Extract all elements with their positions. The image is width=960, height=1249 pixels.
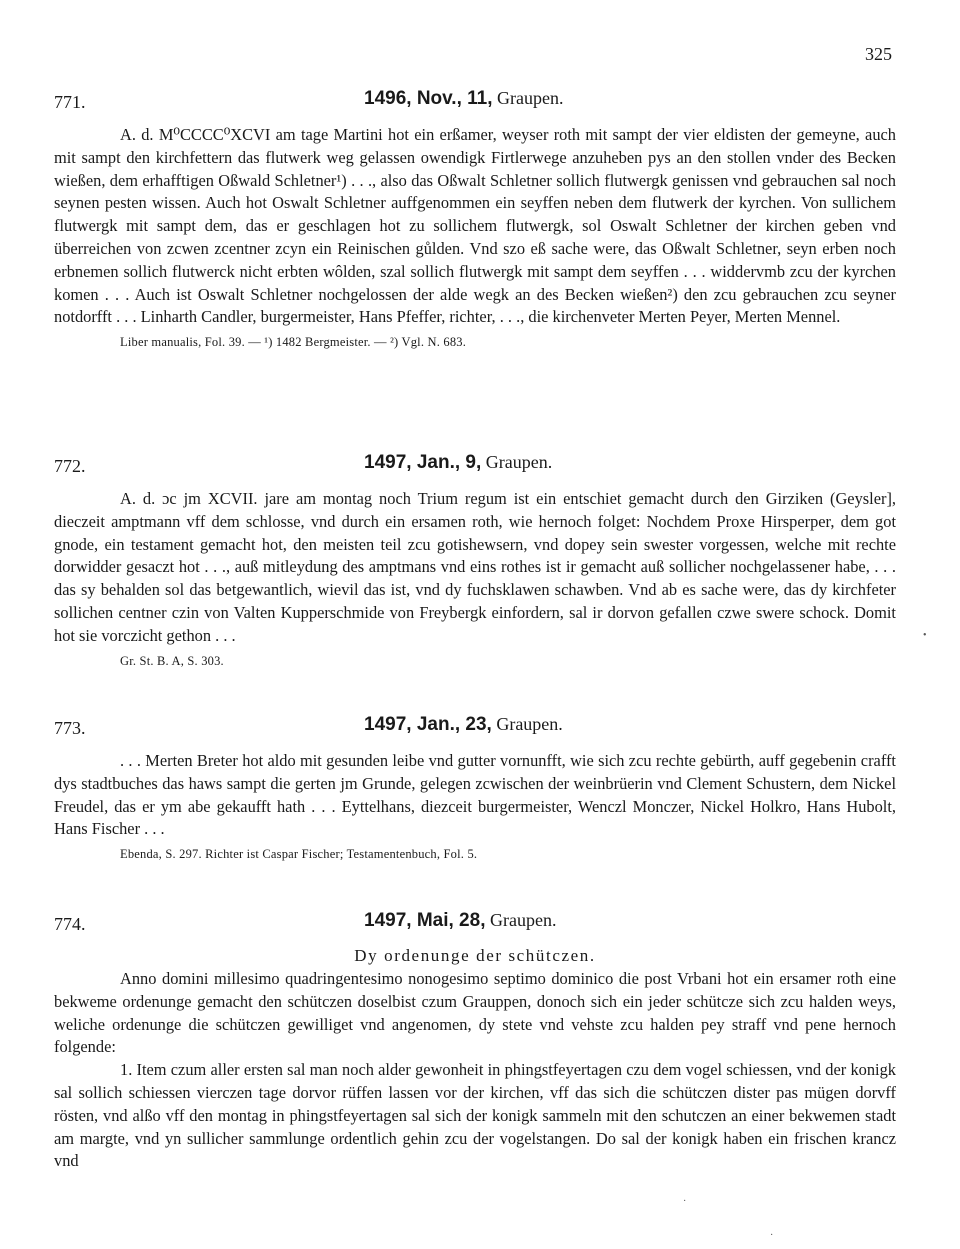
entry-title — [364, 88, 564, 110]
source-note: Liber manualis, Fol. 39. — ¹) 1482 Bergmeister. — ²) Vgl. N. 683. — [120, 335, 467, 350]
entry-date: 1497, Mai, 28, — [364, 910, 486, 931]
entry-number: 773. — [54, 718, 86, 738]
entry-number: 774. — [54, 914, 86, 934]
entry-paragraph: . . . Merten Breter hot aldo mit gesunden leibe vnd gutter vornunfft, wie sich zcu rechte gebürth, auff gegebenin crafft dys stadtbuches das haws sampt die gerten jm Grunde, gelegen zcwischen der weinbrüerin vnd Clement Schustern, dem Nickel Freudel, das er ym abe gekaufft hath . . . Eyttelhans, diezceit burgermeister, Wenczl Monczer, Nickel Holkro, Hans Hubolt, Hans Fischer . . . — [54, 751, 896, 839]
entry-title — [364, 714, 563, 736]
source-note: Ebenda, S. 297. Richter ist Caspar Fischer; Testamentenbuch, Fol. 5. — [120, 847, 478, 862]
source-note: Gr. St. B. A, S. 303. — [120, 653, 224, 668]
entry-title — [364, 452, 552, 474]
entry-paragraph: A. d. M⁰CCCC⁰XCVI am tage Martini hot ein erßamer, weyser roth mit sampt der vier eldisten der gemeyne, auch mit sampt den kirchfettern das flutwerk weg gelassen owendigk Firtlerwege anzuheben pys an den stollen vnder des Becken wießen, dem erhafftigen Oßwald Schletner¹) . . ., also das Oßwalt Schletner sollich flutwergk genissen vnd gebrauchen sal noch seynen pesten wissen. Auch hot Oswalt Schletner auffgenommen ein seyffen neben dem flutwerk der kyrchen. Von sullichem flutwergk mit sampt dem, das er geschlagen hot zu sollichem flutwergk, sol Oswalt Schletner der kirchen geben vnd überreichen von zcwen zcentner zcyn ein Reinischen gůlden. Vnd szo eß sache were, das Oßwalt Schletner, seyn erben noch erbnemen sollich flutwerck nicht erbten wôlden, szal sollich flutwergk mit sampt dem seyffen . . . widdervmb zcu der kyrchen komen . . . Auch ist Oswalt Schletner nochgelossen der alde wegk an des Becken wießen²) den zcu gebrauchen zcu seyner notdorfft . . . Linharth Candler, burgermeister, Hans Pfeffer, richter, . . ., die kirchenveter Merten Peyer, Merten Mennel. — [54, 125, 896, 327]
entry-place: Graupen. — [497, 88, 564, 108]
entry-header — [54, 88, 896, 124]
print-speck: · — [683, 1196, 687, 1207]
entry-header — [54, 910, 896, 946]
entry-place: Graupen. — [489, 910, 557, 930]
entry-paragraph: 1. Item czum aller ersten sal man noch alder gewonheit in phingstfeyertagen czu dem vogel schiessen, vnd der konigk sal sollich schiessen vierczen tage dorvor rüffen lassen vor der kirchen, vff das sich die schütczen dister pas mügen dorvff rösten, vnd alßo vff den montag in phingstfeyertagen sal sich der konigk sammeln mit den schutczen an einer bekwemen stadt am margte, vnd yn sullicher sammlunge ordentlich gehin zcu der vogelstangen. Do sal der konigk haben ein frischen krancz vnd — [54, 1060, 896, 1171]
entry-774 — [54, 910, 896, 1173]
entry-header — [54, 452, 896, 488]
entry-title — [364, 910, 556, 932]
entry-place: Graupen. — [496, 714, 563, 734]
entry-date: 1497, Jan., 23, — [364, 714, 492, 735]
entry-date: 1497, Jan., 9, — [364, 452, 482, 473]
entry-773 — [54, 714, 896, 862]
entry-number: 772. — [54, 456, 86, 476]
entry-paragraph: A. d. ɔc jm XCVII. jare am montag noch Trium regum ist ein entschiet gemacht durch den Girziken (Geysler], dieczeit amptmann vff dem schlosse, vnd durch ein ersamen roth, wie hernoch folget: Nochdem Proxe Hirsperper, dem got gnode, ein testament gemacht hot, den meisten teil zcu gotishewsern, vnd dopey sein swester vorgessen, welche mit rechte dorwidder gesaczt hot . . ., auß mitleydung des amptmans vnd eins rothes ist ir gemacht auß sollicher nochgelassener habe, . . . das sy behalden sol das betgewantlich, wievil das ist, vnd dy fuchsklawen schawben. Vnd ab es sache were, das dy kirchfeter sollichen centner czin von Valten Kupperschmide von Freybergk einfordern, sal ir dorvon gefallen czwe swere schock. Domit hot sie vorczicht gethon . . . — [54, 489, 896, 645]
entry-header — [54, 714, 896, 750]
entry-number: 771. — [54, 92, 86, 112]
entry-subtitle: Dy ordenunge der schütczen. — [354, 946, 596, 965]
entry-771 — [54, 88, 896, 350]
entry-paragraph: Anno domini millesimo quadringentesimo nonogesimo septimo dominico die post Vrbani hot ein ersamer roth eine bekweme ordenunge gemacht den schütczen doselbist czum Grauppen, donoch sich ein jeder schütcze sich zcu halden weys, weliche ordenunge die schütczen gewilliget vnd angenomen, dy stete vnd vehste zcu halden pey straff vnd pene hernoch folgende: — [54, 969, 896, 1057]
print-speck: · — [770, 1230, 774, 1241]
entry-772 — [54, 452, 896, 669]
print-speck: • — [923, 630, 927, 641]
page-number: 325 — [865, 44, 892, 64]
entry-date: 1496, Nov., 11, — [364, 88, 493, 109]
entry-place: Graupen. — [485, 452, 553, 472]
